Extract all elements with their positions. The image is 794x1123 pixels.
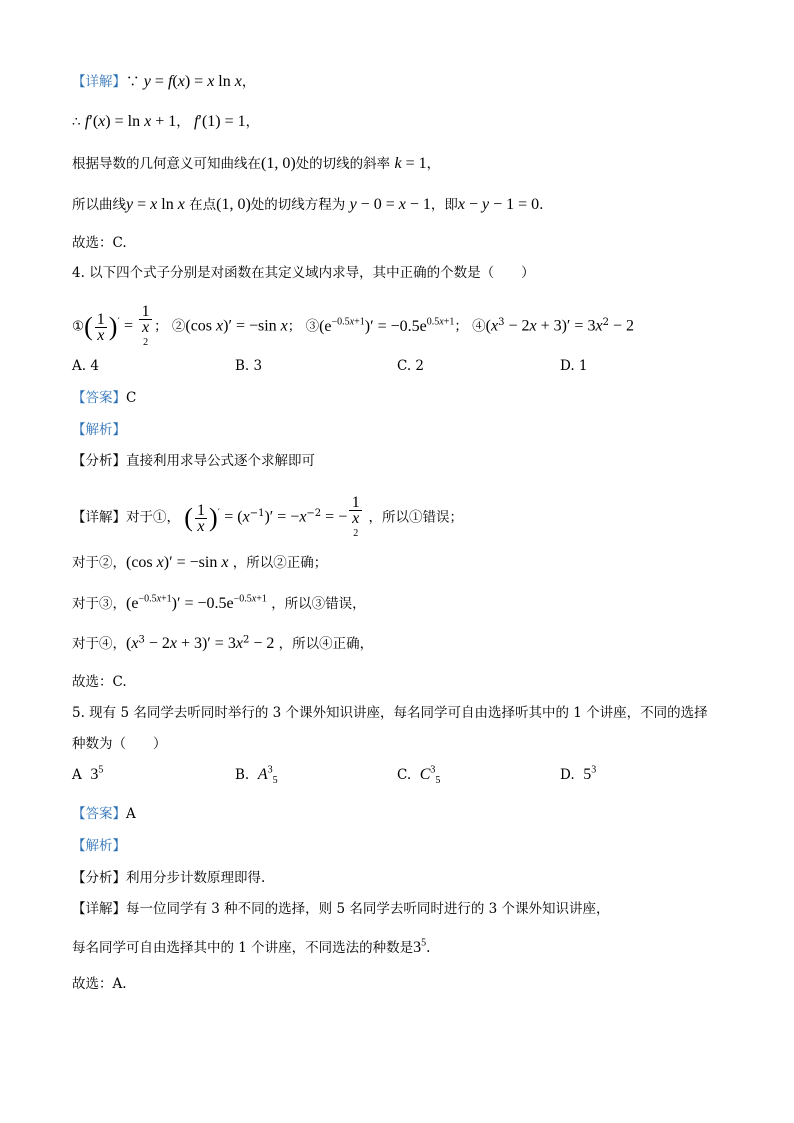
q5-detail-line-1: 【详解】每一位同学有 3 种不同的选择，则 5 名同学去听同时进行的 3 个课外知识讲座，: [72, 901, 610, 917]
tangent-line: 所以曲线y = x ln x 在点(1, 0)处的切线方程为 y − 0 = x − 1，即x − y − 1 = 0.: [72, 196, 544, 213]
q4-option-b: B. 3: [235, 358, 263, 374]
q5-option-d: D. $5^3$: [560, 764, 597, 783]
q4-answer: C: [126, 390, 137, 406]
analysis-tag: 【分析】: [72, 453, 126, 469]
slope-line: 根据导数的几何意义可知曲线在(1, 0)处的切线的斜率 k = 1，: [72, 155, 441, 172]
q5-option-a: A $3^5$: [72, 764, 104, 783]
detail-line-1: 【详解】∵ y = f(x) = x ln x，: [72, 73, 256, 90]
q4-analysis-line: 【分析】直接利用求导公式逐个求解即可: [72, 453, 315, 469]
choice-1: 故选：C.: [72, 235, 127, 251]
choice-2: 故选：C.: [72, 674, 127, 690]
therefore-symbol: ∴: [72, 114, 81, 130]
q5-answer: A: [126, 806, 136, 822]
q4-analysis-heading: 【解析】: [72, 422, 126, 438]
q5-answer-line: 【答案】A: [72, 806, 136, 822]
derivative-line: ∴ f′(x) = ln x + 1， f′(1) = 1，: [72, 113, 260, 130]
q5-stem-line-2: 种数为（ ）: [72, 736, 167, 752]
q5-option-b: B. $A^3_5$: [235, 764, 278, 787]
q4-answer-line: [72, 388, 136, 408]
q4-formulas: ①( $\frac{1}{x}$ )′ = 1 x 2 ； ②(cos x)′ = −sin x； $③(e^{-0.5x+1})' = -0.5e^{0.5x+1}$； $④(x^3 - 2x + 3)' = 3x^2 - 2$: [72, 303, 634, 348]
q5-detail-line-2: 每名同学可自由选择其中的 1 个讲座，不同选法的种数是$3^5$.: [72, 937, 431, 956]
q4-option-a: A. 4: [72, 358, 99, 374]
because-symbol: ∵: [126, 74, 140, 90]
q5-analysis-heading: 【解析】: [72, 838, 126, 854]
choice-3: 故选：A.: [72, 976, 127, 992]
q4-stem: 4. 以下四个式子分别是对函数在其定义域内求导，其中正确的个数是（ ）: [72, 265, 535, 281]
q4-detail-2: 对于②，(cos x)′ = −sin x ，所以②正确；: [72, 554, 328, 571]
q4-detail-1: 【详解】对于①， ( $\frac{1}{x}$ )$' = (x^{-1})' = -x^{-2}$ = − 1 x 2 ，所以①错误；: [72, 494, 464, 539]
q5-stem-line-1: 5. 现有 5 名同学去听同时举行的 3 个课外知识讲座，每名同学可自由选择听其中的 1 个讲座，不同的选择: [72, 705, 708, 721]
detail-tag: 【详解】: [72, 74, 126, 90]
q4-option-d: D. 1: [560, 358, 588, 374]
answer-tag: 【答案】: [72, 390, 126, 406]
q4-option-c: C. 2: [397, 358, 425, 374]
q5-analysis-line: 【分析】利用分步计数原理即得.: [72, 870, 266, 886]
q5-option-c: C. $C^3_5$: [397, 764, 441, 787]
formula-y-eq-xlnx: y: [143, 73, 151, 90]
q4-detail-3: 对于③，$(e^{-0.5x+1})' = -0.5e^{-0.5x+1}$ ，所以③错误，: [72, 593, 366, 612]
q4-detail-4: 对于④，$(x^3 - 2x + 3)' = 3x^2 - 2$ ，所以④正确，: [72, 634, 374, 652]
